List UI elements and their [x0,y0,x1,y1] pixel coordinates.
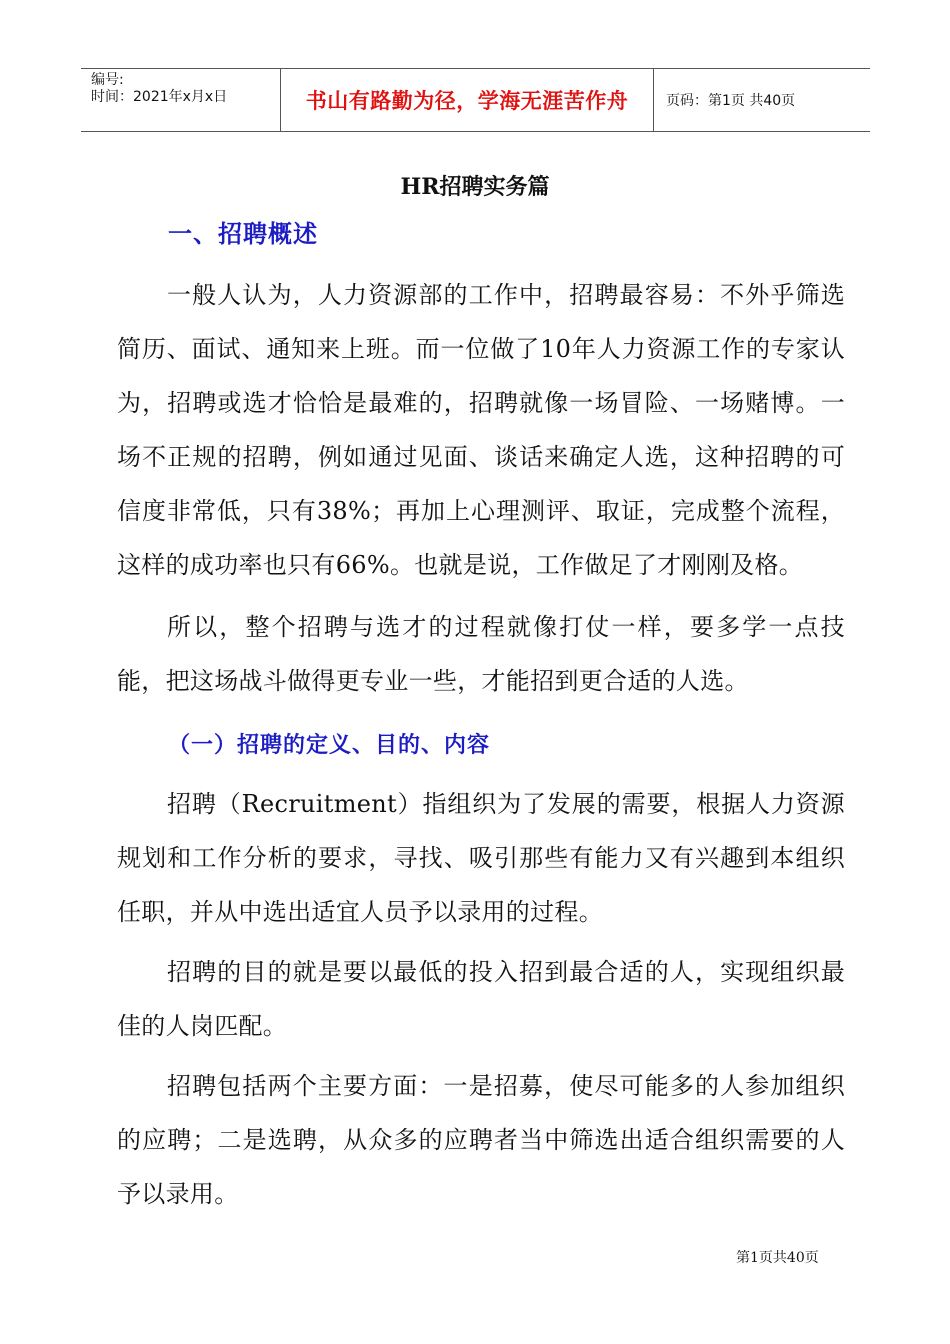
header-page-info: 页码：第1页 共40页 [666,93,796,109]
page-header [81,68,870,132]
paragraph: 招聘包括两个主要方面：一是招募，使尽可能多的人参加组织的应聘；二是选聘，从众多的应聘者当中筛选出适合组织需要的人予以录用。 [117,1072,845,1208]
paragraph: 招聘（Recruitment）指组织为了发展的需要，根据人力资源规划和工作分析的要求，寻找、吸引那些有能力又有兴趣到本组织任职，并从中选出适宜人员予以录用的过程。 [117,790,845,926]
paragraph: 所以，整个招聘与选才的过程就像打仗一样，要多学一点技能，把这场战斗做得更专业一些，才能招到更合适的人选。 [117,613,845,695]
header-motto: 书山有路勤为径，学海无涯苦作舟 [281,69,654,131]
header-meta [81,69,281,131]
document-time-label: 时间：2021年x月x日 [91,89,228,105]
subsection-heading: （一）招聘的定义、目的、内容 [168,732,491,758]
paragraph: 一般人认为，人力资源部的工作中，招聘最容易：不外乎筛选简历、面试、通知来上班。而一位做了10年人力资源工作的专家认为，招聘或选才恰恰是最难的，招聘就像一场冒险、一场赌博。一场不正规的招聘，例如通过见面、谈话来确定人选，这种招聘的可信度非常低，只有38%；再加上心理测评、取证，完成整个流程，这样的成功率也只有66%。也就是说，工作做足了才刚刚及格。 [117,281,845,579]
section-heading: 一、招聘概述 [168,219,318,248]
document-number-label: 编号: [91,72,124,88]
page-footer: 第1页共40页 [736,1250,819,1266]
paragraph: 招聘的目的就是要以最低的投入招到最合适的人，实现组织最佳的人岗匹配。 [117,958,845,1040]
document-title: HR招聘实务篇 [400,174,550,200]
